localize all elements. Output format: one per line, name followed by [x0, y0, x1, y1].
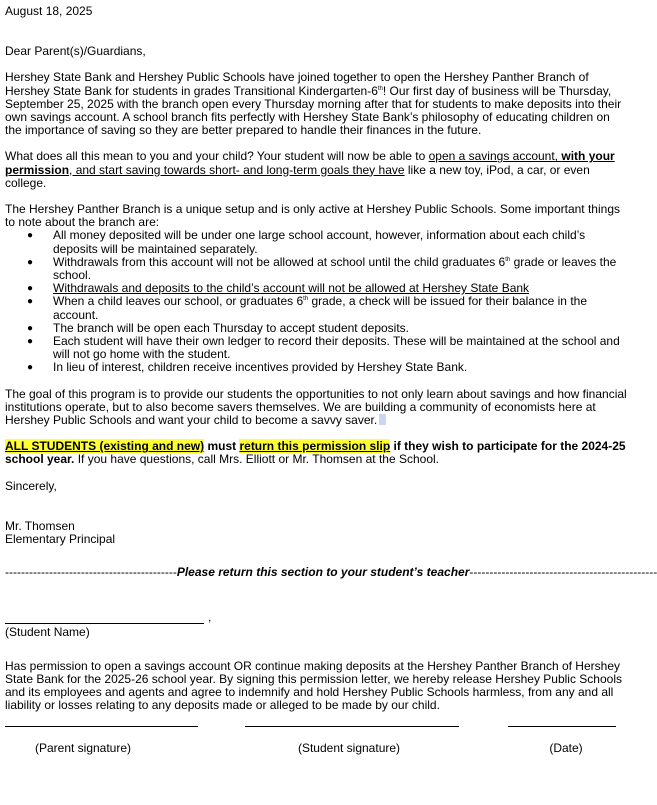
letter-page	[5, 4, 657, 756]
student-signature-label: (Student signature)	[297, 741, 401, 756]
intro-text-b: ! Our first day of business will be Thursday, September 25, 2025 with the branch open every Thursday morning after that for students to make deposits into their own savings account. A school branch fits perfectly with Hershey State Bank’s philosophy of educating children on the importance of saving so they are better prepared to handle their finances in the future.	[5, 83, 622, 138]
bullet-icon: ●	[27, 322, 34, 334]
list-item	[5, 295, 627, 321]
bullet-icon: ●	[27, 296, 34, 308]
closing: Sincerely,	[5, 478, 57, 493]
list-item-text: Withdrawals and deposits to the child’s account will not be allowed at Hershey State Bank	[53, 281, 530, 296]
list-item-text: The branch will be open each Thursday to accept student deposits.	[53, 320, 409, 335]
meaning-paragraph	[5, 150, 627, 190]
meaning-underline-1: open a savings account,	[428, 149, 562, 164]
student-name-caption: (Student Name)	[5, 625, 90, 640]
signer-title: Elementary Principal	[5, 532, 116, 547]
student-name-comma: ,	[208, 610, 212, 625]
cut-instruction: Please return this section to your student’s teacher	[176, 564, 470, 579]
list-item	[5, 229, 627, 255]
list-item	[5, 361, 627, 374]
parent-signature-rule	[5, 726, 198, 727]
meaning-text-b: like a new toy, iPod, a car, or even college.	[5, 162, 590, 190]
list-item-text: All money deposited will be under one large school account, however, information about each child’s deposits will be maintained separately.	[53, 228, 586, 256]
cut-dashes-left: -------------------------------------------	[5, 564, 177, 579]
list-item-superscript: th	[505, 256, 511, 263]
branch-paragraph: The Hershey Panther Branch is a unique setup and is only active at Hershey Public Schools. Some important things to note about the branch are:	[5, 202, 620, 230]
signature-row	[5, 718, 627, 756]
list-item	[5, 335, 627, 361]
student-signature-rule	[245, 726, 459, 727]
must-text: must	[204, 439, 240, 454]
goal-text: The goal of this program is to provide our students the opportunities to not only learn about savings and how financial institutions operate, but to also become savers themselves. We are building a community of economists here at Hershey Public Schools and want your child to become a savvy saver.	[5, 386, 627, 428]
list-item	[5, 256, 627, 282]
goal-paragraph	[5, 388, 627, 428]
student-name-rule	[5, 613, 204, 624]
list-item-text: grade or leaves the school.	[53, 254, 617, 283]
date-label: (Date)	[549, 741, 583, 756]
signer-name: Mr. Thomsen	[5, 518, 75, 533]
parent-signature-label: (Parent signature)	[34, 741, 132, 756]
bullet-icon: ●	[27, 230, 34, 242]
list-item-text: When a child leaves our school, or graduates 6	[53, 294, 304, 309]
list-item-text: In lieu of interest, children receive incentives provided by Hershey State Bank.	[53, 360, 468, 375]
bullet-icon: ●	[27, 256, 34, 268]
date-rule	[508, 726, 616, 727]
intro-paragraph	[5, 71, 627, 137]
letter-date: August 18, 2025	[5, 4, 93, 18]
student-name-line	[5, 610, 627, 624]
return-slip-highlight: return this permission slip	[239, 439, 391, 454]
meaning-bold-underline: with your permission	[5, 149, 615, 177]
permission-paragraph: Has permission to open a savings account OR continue making deposits at the Hershey Panther Branch of Hershey State Bank for the 2025-26 school year. By signing this permission letter, we hereby release Hershey Public Schools and its employees and agents and agree to indemnify and hold Hershey Public Schools harmless, from any and all liability or losses relating to any deposits made or alleged to be made by our child.	[5, 658, 622, 713]
list-item-text: Withdrawals from this account will not be allowed at school until the child graduates 6	[53, 254, 506, 269]
list-item-text: Each student will have their own ledger to record their deposits. These will be maintained at the school and will not go home with the student.	[53, 334, 620, 362]
cut-dashes-right: -----------------------------------------------	[469, 564, 657, 579]
intro-text-a: Hershey State Bank and Hershey Public Schools have joined together to open the Hershey Panther Branch of Hershey State Bank for students in grades Transitional Kindergarten-6	[5, 70, 589, 98]
list-item-superscript: th	[303, 296, 309, 303]
bullet-icon: ●	[27, 336, 34, 348]
all-students-highlight: ALL STUDENTS (existing and new)	[5, 439, 205, 454]
greeting: Dear Parent(s)/Guardians,	[5, 44, 146, 59]
cut-line	[5, 564, 657, 579]
meaning-text-a: What does all this mean to you and your child? Your student will now be able to	[5, 149, 429, 164]
branch-notes-list	[5, 229, 627, 374]
intro-superscript: th	[377, 85, 383, 92]
questions-text: If you have questions, call Mrs. Elliott or Mr. Thomsen at the School.	[74, 452, 439, 467]
meaning-underline-2: , and start saving towards short- and long-term goals they have	[69, 162, 405, 177]
list-item-text: grade, a check will be issued for their balance in the account.	[53, 294, 587, 322]
bullet-icon: ●	[27, 362, 34, 374]
return-slip-paragraph	[5, 440, 627, 466]
text-cursor-selection	[379, 414, 386, 425]
bullet-icon: ●	[27, 283, 34, 295]
participate-text: if they wish to participate for the 2024-25 school year.	[5, 439, 626, 467]
